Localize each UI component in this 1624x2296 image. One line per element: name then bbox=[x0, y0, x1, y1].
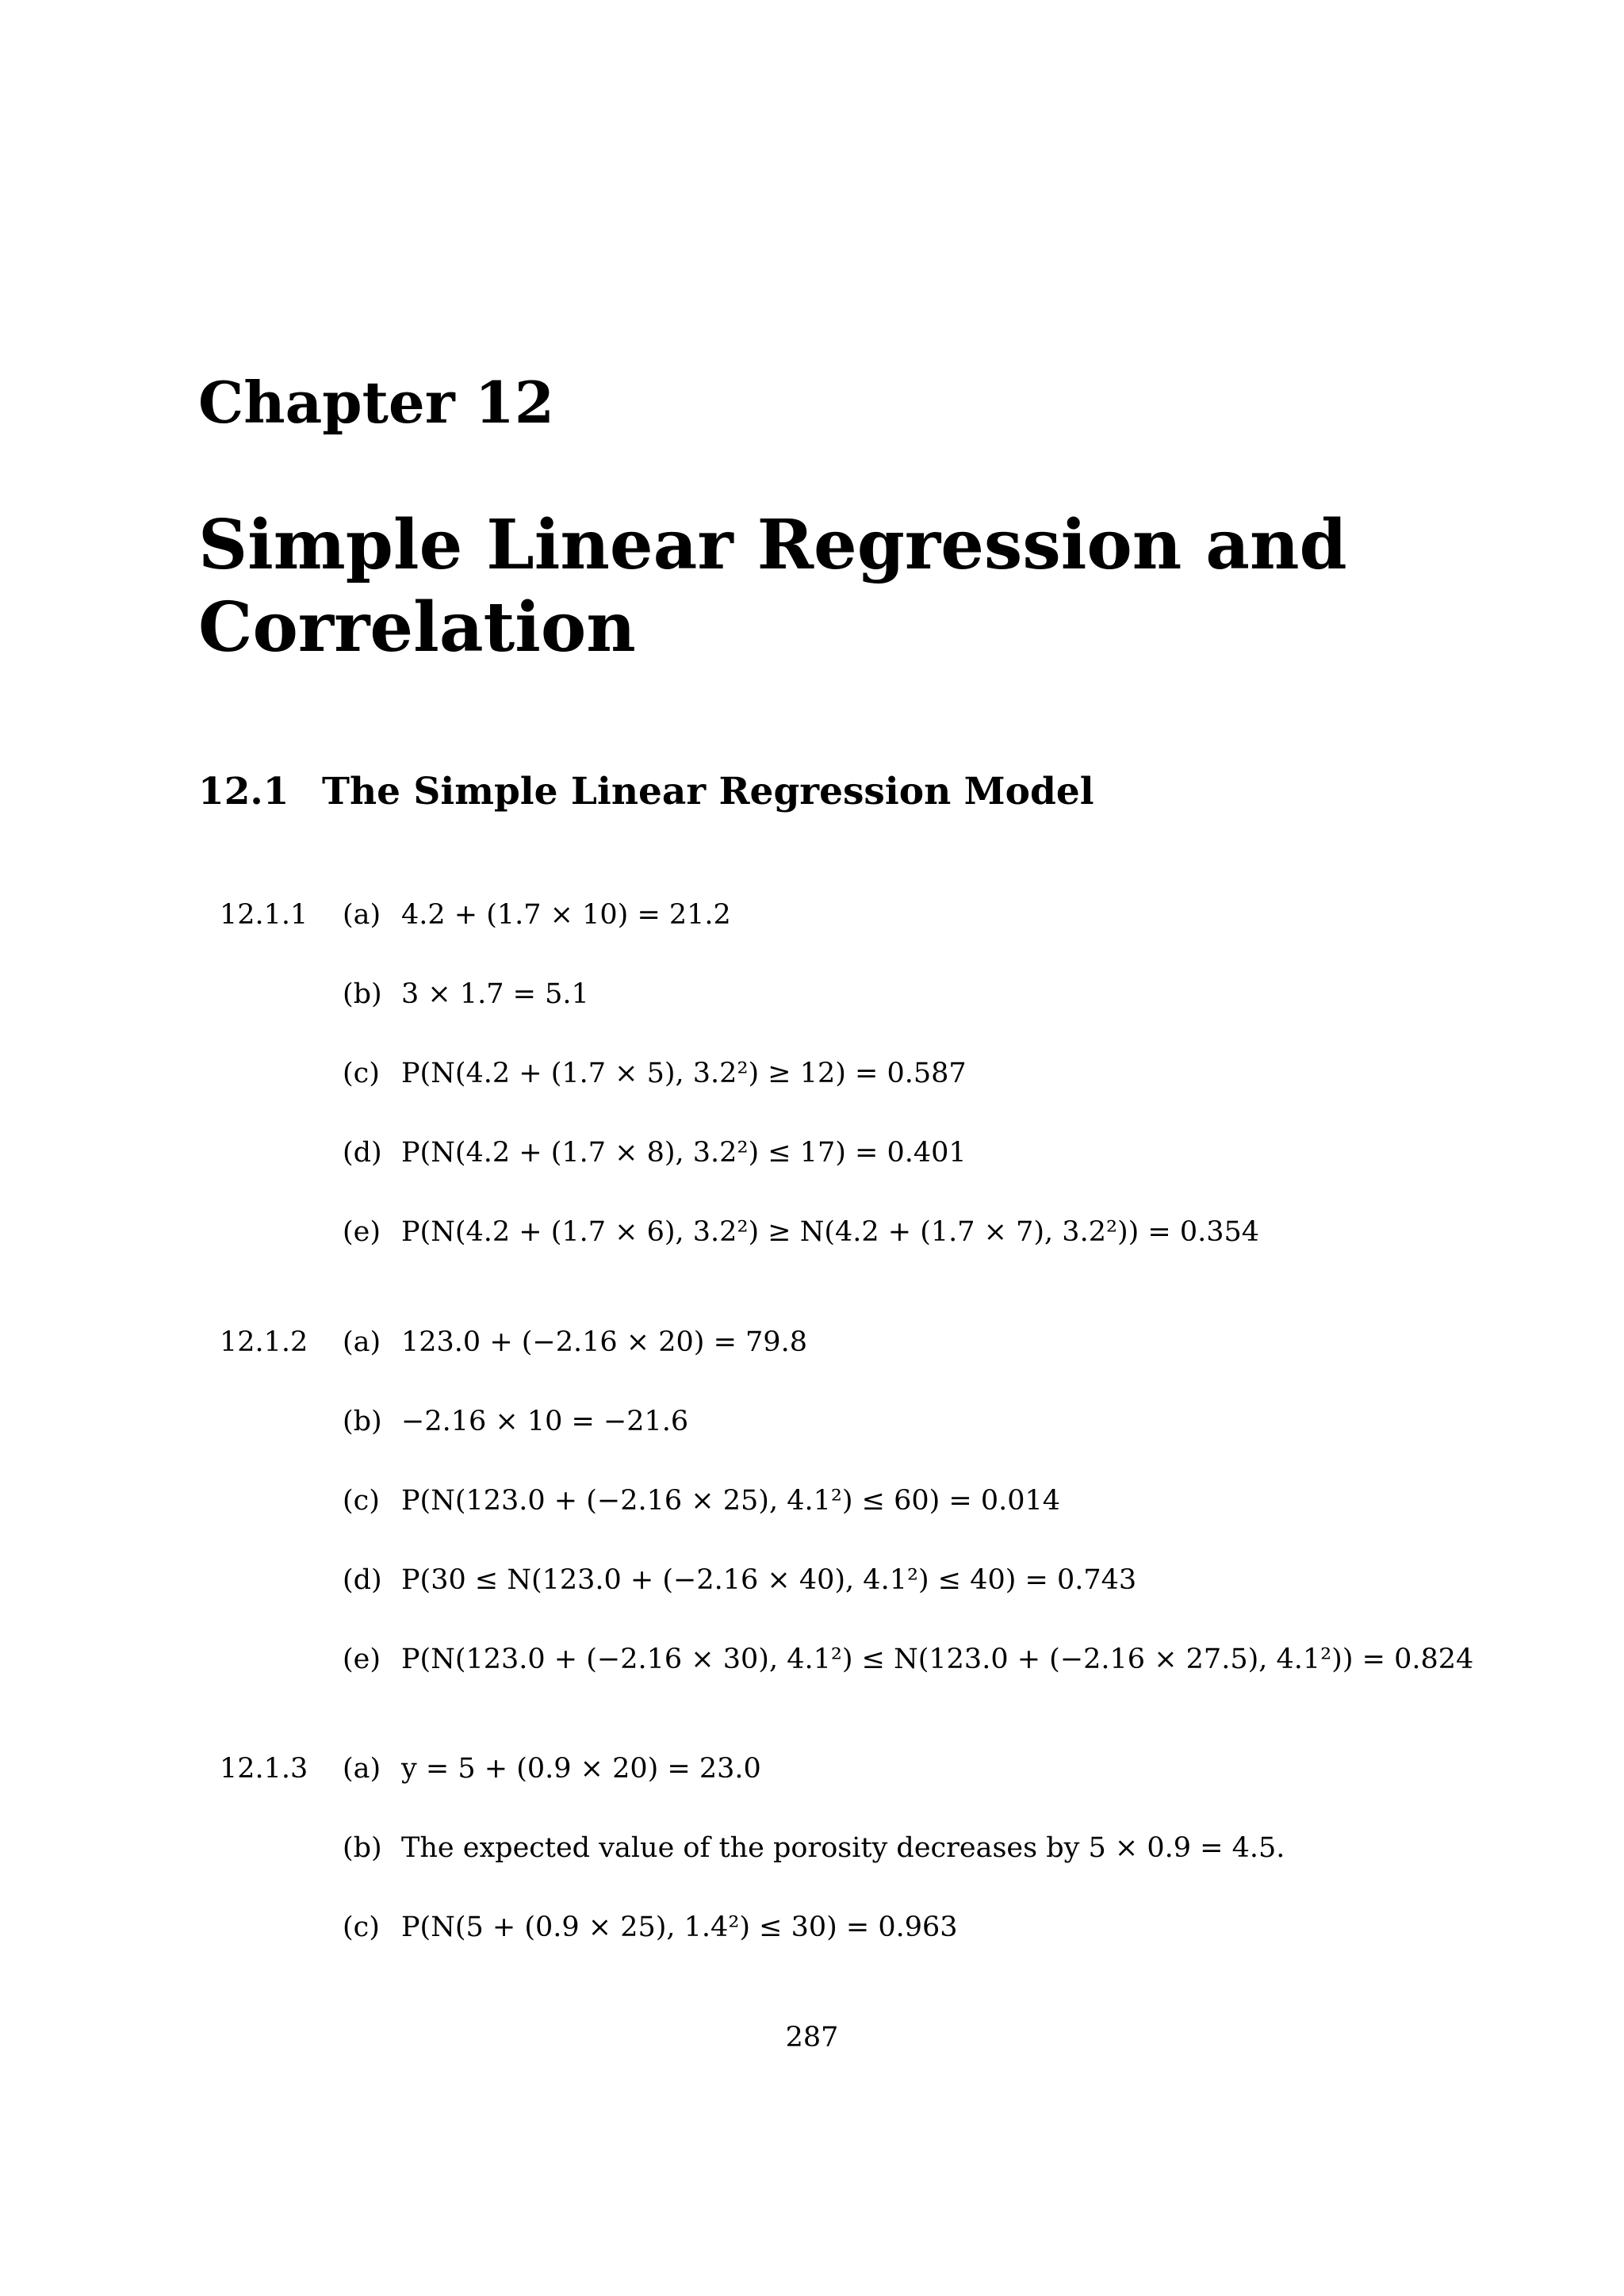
part-label: (c) bbox=[343, 1058, 380, 1089]
part-answer: P(30 ≤ N(123.0 + (−2.16 × 40), 4.1²) ≤ 40) = 0.743 bbox=[401, 1564, 1137, 1596]
problem-number: 12.1.1 bbox=[220, 899, 308, 931]
part-label: (b) bbox=[343, 978, 382, 1010]
part-answer: P(N(5 + (0.9 × 25), 1.4²) ≤ 30) = 0.963 bbox=[401, 1911, 958, 1943]
part-label: (d) bbox=[343, 1137, 382, 1169]
problem-number: 12.1.2 bbox=[220, 1326, 308, 1358]
part-label: (e) bbox=[343, 1644, 381, 1675]
section-number: 12.1 bbox=[198, 770, 289, 813]
part-answer: P(N(123.0 + (−2.16 × 25), 4.1²) ≤ 60) = 0.014 bbox=[401, 1485, 1061, 1517]
chapter-title-line-1: Simple Linear Regression and bbox=[198, 505, 1347, 585]
part-label: (a) bbox=[343, 899, 381, 931]
part-answer: P(N(4.2 + (1.7 × 6), 3.2²) ≥ N(4.2 + (1.7 × 7), 3.2²)) = 0.354 bbox=[401, 1216, 1260, 1248]
part-label: (a) bbox=[343, 1753, 381, 1785]
part-answer: P(N(4.2 + (1.7 × 5), 3.2²) ≥ 12) = 0.587 bbox=[401, 1058, 967, 1089]
part-label: (b) bbox=[343, 1832, 382, 1864]
part-label: (d) bbox=[343, 1564, 382, 1596]
chapter-title-line-2: Correlation bbox=[198, 587, 636, 668]
part-answer: P(N(123.0 + (−2.16 × 30), 4.1²) ≤ N(123.0 + (−2.16 × 27.5), 4.1²)) = 0.824 bbox=[401, 1644, 1474, 1675]
part-label: (e) bbox=[343, 1216, 381, 1248]
part-label: (c) bbox=[343, 1485, 380, 1517]
part-answer: P(N(4.2 + (1.7 × 8), 3.2²) ≤ 17) = 0.401 bbox=[401, 1137, 967, 1169]
chapter-label: Chapter 12 bbox=[198, 369, 554, 436]
section-title: The Simple Linear Regression Model bbox=[322, 770, 1094, 813]
part-answer: 3 × 1.7 = 5.1 bbox=[401, 978, 589, 1010]
part-label: (b) bbox=[343, 1406, 382, 1437]
part-answer: The expected value of the porosity decreases by 5 × 0.9 = 4.5. bbox=[401, 1832, 1285, 1864]
part-label: (c) bbox=[343, 1911, 380, 1943]
part-answer: −2.16 × 10 = −21.6 bbox=[401, 1406, 689, 1437]
part-answer: y = 5 + (0.9 × 20) = 23.0 bbox=[401, 1753, 761, 1785]
problem-number: 12.1.3 bbox=[220, 1753, 308, 1785]
part-label: (a) bbox=[343, 1326, 381, 1358]
part-answer: 4.2 + (1.7 × 10) = 21.2 bbox=[401, 899, 731, 931]
page-number: 287 bbox=[785, 2022, 839, 2053]
part-answer: 123.0 + (−2.16 × 20) = 79.8 bbox=[401, 1326, 807, 1358]
